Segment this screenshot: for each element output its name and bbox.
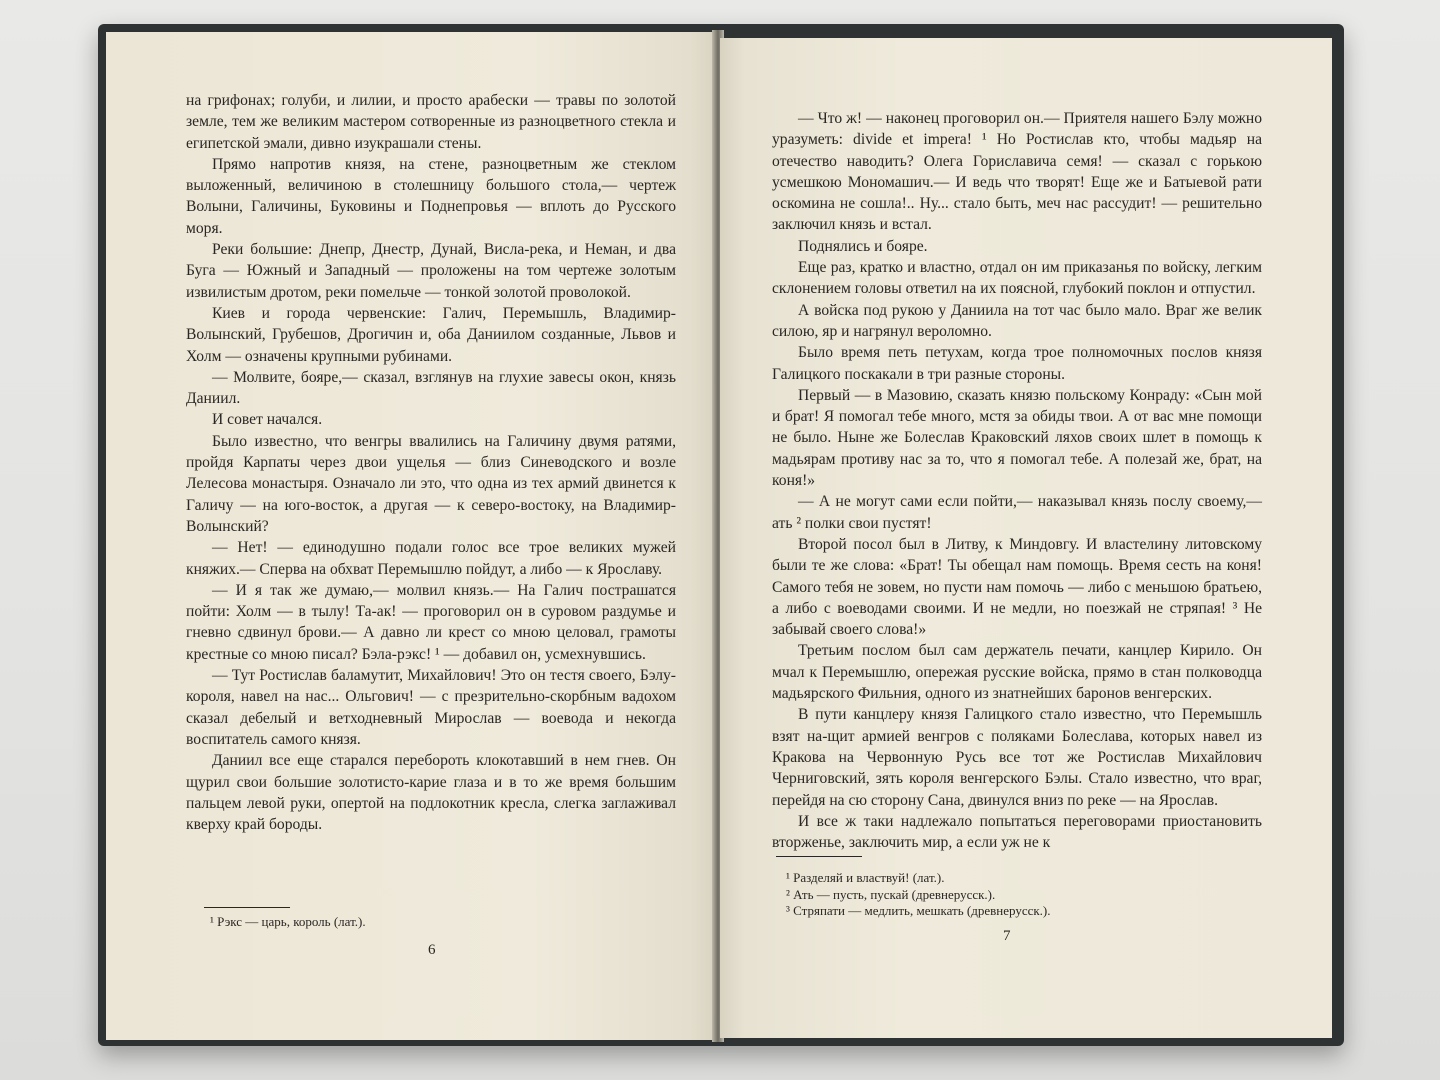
paragraph: Реки большие: Днепр, Днестр, Дунай, Висла-река, и Неман, и два Буга — Южный и Западный — проложены на том чертеже золотым извилистым дротом, реки помельче — тонкой золотой проволокой. [186,241,676,301]
right-footnotes [786,870,1256,920]
paragraph: В пути канцлеру князя Галицкого стало известно, что Перемышль взят на-щит армией венгров с поляками Болеслава, которых навел из Кракова на Червонную Русь все тот же Ростислав Михайлович Черниговский, зять короля венгерского Бэлы. Стало известно, что враг, перейдя на сю сторону Сана, двинулся вниз по реке — на Ярослав. [772,706,1262,809]
paragraph: И совет начался. [212,411,323,429]
paragraph: Третьим послом был сам держатель печати, канцлер Кирило. Он мчал к Перемышлю, опережая русские войска, прямо в стан полководца мадьярского Фильния, одного из знатнейших баронов венгерских. [772,642,1262,703]
paragraph: Еще раз, кратко и властно, отдал он им приказанья по войску, легким склонением головы ответил на их поясной, глубокий поклон и отпустил. [772,259,1262,298]
footnote-rule [204,907,290,908]
paragraph: Поднялись и бояре. [798,237,928,255]
footnote: ³ Стряпати — медлить, мешкать (древнерусск.). [786,903,1051,918]
paragraph: — А не могут сами если пойти,— наказывал князь послу своему,— ать ² полки свои пустят! [772,493,1262,532]
paragraph: Прямо напротив князя, на стене, разноцветным же стеклом выложенный, величиною в столешницу большого стола,— чертеж Волыни, Галичины, Буковины и Поднепровья — вплоть до Русского моря. [186,155,676,237]
left-footnotes [210,914,670,931]
paragraph: Первый — в Мазовию, сказать князю польскому Конраду: «Сын мой и брат! Я помогал тебе много, мстя за обиды твои. А от вас мне помощи не было. Ныне же Болеслав Краковский ляхов своих шлет в помощь к мадьярам противу нас за то, что я помогал тебе. А полезай же, брат, на коня!» [772,386,1262,490]
paragraph: — И я так же думаю,— молвил князь.— На Галич пострашатся пойти: Холм — в тылу! Та-ак! — проговорил он в суровом раздумье и гневно сдвинул брови.— А давно ли крест со мною целовал, грамоты крестные со мною писал? Бэла-рэкс! ¹ — добавил он, усмехнувшись. [186,581,676,663]
footnote: ¹ Разделяй и властвуй! (лат.). [786,870,945,885]
paragraph: — Что ж! — наконец проговорил он.— Приятеля нашего Бэлу можно уразуметь: divide et impera! ¹ Но Ростислав кто, чтобы мадьяр на отечество наводить? Олега Гориславича семя! — сказал с горькою усмешкою Мономашич.— И ведь что творят! Еще же и Батыевой рати оскомина не сошла!.. Ну... стало быть, меч нас рассудит! — решительно заключил князь и встал. [772,110,1262,234]
right-page-text [772,108,1262,853]
paragraph: Было время петь петухам, когда трое полномочных послов князя Галицкого поскакали в три разные стороны. [772,344,1262,383]
footnote-rule [776,856,862,857]
paragraph: И все ж таки надлежало попытаться переговорами приостановить вторженье, заключить мир, а если уж не к [772,812,1262,852]
paragraph: Второй посол был в Литву, к Миндовгу. И властелину литовскому были те же слова: «Брат! Ты обещал нам помощь. Время сесть на коня! Самого тебя не зовем, но пусти нам помочь — либо с меньшою братьею, а либо с воеводами своими. И не медли, но поезжай не стряпая! ³ Не забывай своего слова!» [772,535,1262,639]
footnote: ¹ Рэкс — царь, король (лат.). [210,914,366,929]
paragraph: — Тут Ростислав баламутит, Михайлович! Это он тестя своего, Бэлу-короля, навел на нас... Ольгович! — с презрительно-скорбным вадохом сказал дебелый и ветходневный Мирослав — воевода и некогда воспитатель самого князя. [186,667,676,748]
page-number-left: 6 [428,942,436,958]
right-page [720,38,1332,1038]
paragraph: Киев и города червенские: Галич, Перемышль, Владимир-Волынский, Грубешов, Дрогичин и, оба Даниилом созданные, Львов и Холм — означены крупными рубинами. [186,304,676,365]
footnote: ² Ать — пусть, пускай (древнерусск.). [786,886,996,902]
paragraph: на грифонах; голуби, и лилии, и просто арабески — травы по золотой земле, тем же великим мастером сотворенные из разноцветного стекла и египетской эмали, дивно изукрашали стены. [186,92,676,152]
paragraph: А войска под рукою у Даниила на тот час было мало. Враг же велик силою, яр и нагрянул вероломно. [772,301,1262,340]
paragraph: — Молвите, бояре,— сказал, взглянув на глухие завесы окон, князь Даниил. [186,368,676,408]
left-page-text [186,90,676,835]
page-number-right: 7 [1003,928,1011,944]
paragraph: Даниил все еще старался перебороть клокотавший в нем гнев. Он щурил свои большие золотисто-карие глаза и в то же время большим пальцем левой руки, опертой на подлокотник кресла, слегка заглаживал кверху край бороды. [186,752,676,834]
paragraph: Было известно, что венгры ввалились на Галичину двумя ратями, пройдя Карпаты через двои ущелья — близ Синеводского и возле Лелесова монастыря. Означало ли это, что одна из тех армий двинется к Галичу — на юго-восток, а другая — к северо-востоку, на Владимир-Волынский? [186,432,676,535]
paragraph: — Нет! — единодушно подали голос все трое великих мужей княжих.— Сперва на обхват Перемышлю пойдут, а либо — к Ярославу. [186,539,676,578]
left-page [106,32,714,1040]
